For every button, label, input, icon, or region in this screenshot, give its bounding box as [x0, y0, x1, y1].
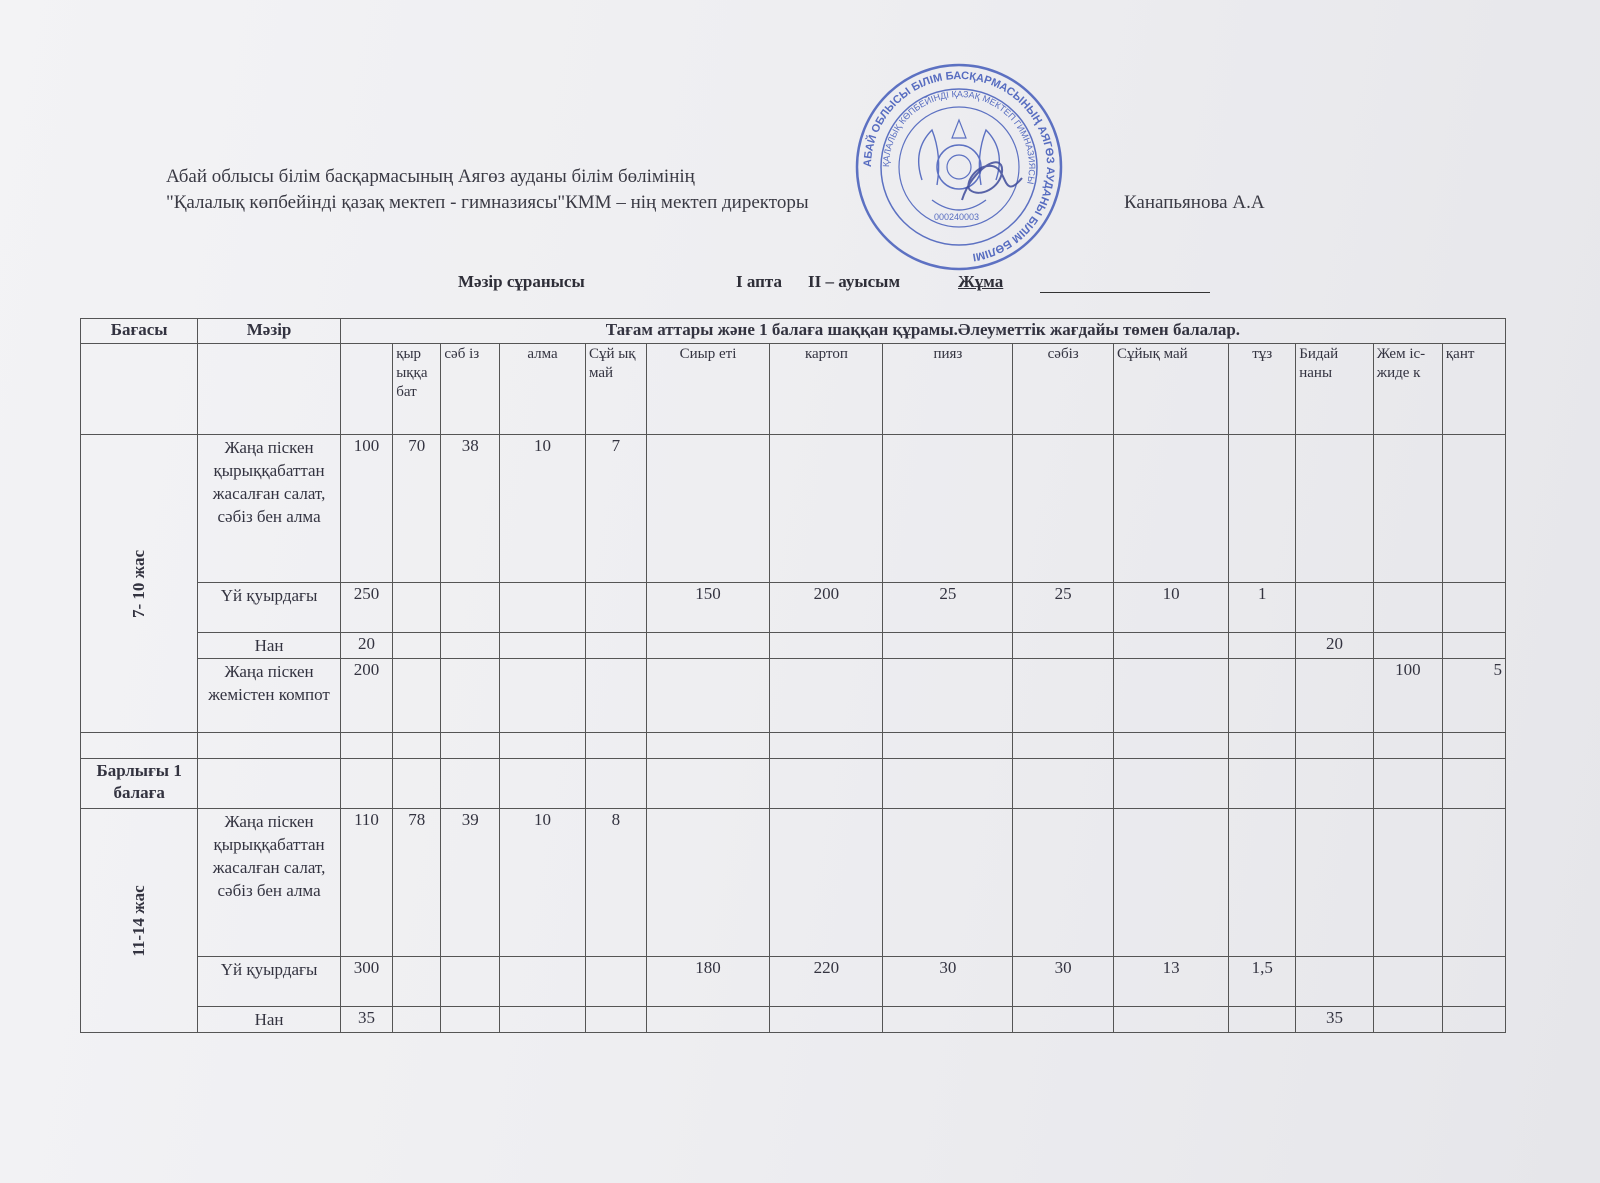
- dish-name: Жаңа піскен қырыққабаттан жасалған салат, сәбіз бен алма: [198, 435, 340, 583]
- dish-name: Үй қуырдағы: [198, 957, 340, 1007]
- table-cell: [441, 1007, 500, 1033]
- table-cell: 30: [883, 957, 1013, 1007]
- table-cell: [770, 435, 883, 583]
- table-cell: [500, 583, 586, 633]
- table-cell: [646, 435, 770, 583]
- table-cell: [883, 435, 1013, 583]
- table-cell: [1373, 633, 1442, 659]
- header-line-2: "Қалалық көпбейінді қазақ мектеп - гимназиясы"КММ – нің мектеп директоры: [166, 192, 809, 213]
- table-cell: [883, 659, 1013, 733]
- stamp-number: 000240003: [934, 212, 980, 222]
- table-cell: [585, 583, 646, 633]
- table-cell: [1229, 435, 1296, 583]
- table-cell: [646, 809, 770, 957]
- table-row: [81, 809, 1506, 957]
- table-cell: [1229, 633, 1296, 659]
- table-cell: 35: [340, 1007, 392, 1033]
- table-cell: [1442, 435, 1505, 583]
- table-cell: [1442, 1007, 1505, 1033]
- table-cell: [646, 659, 770, 733]
- table-cell: 1,5: [1229, 957, 1296, 1007]
- table-cell: 200: [340, 659, 392, 733]
- table-cell: [585, 1007, 646, 1033]
- table-cell: [1013, 435, 1114, 583]
- menu-request-title: Мәзір сұранысы: [458, 272, 585, 291]
- table-cell: [1442, 957, 1505, 1007]
- table-cell: [1442, 583, 1505, 633]
- table-cell: [441, 583, 500, 633]
- table-cell: [500, 957, 586, 1007]
- table-cell: [1113, 633, 1228, 659]
- table-cell: [770, 1007, 883, 1033]
- day-underline: [1040, 292, 1210, 293]
- table-cell: [770, 659, 883, 733]
- composition-header: Тағам аттары және 1 балаға шаққан құрамы.Әлеуметтік жағдайы төмен балалар.: [340, 319, 1505, 344]
- table-cell: [393, 583, 441, 633]
- menu-header: Мәзір: [198, 319, 340, 344]
- table-cell: [1296, 809, 1374, 957]
- total-label: Барлығы 1 балаға: [81, 759, 198, 809]
- table-cell: [393, 1007, 441, 1033]
- table-cell: 300: [340, 957, 392, 1007]
- ingredient-header: пияз: [883, 344, 1013, 435]
- table-cell: [441, 633, 500, 659]
- table-cell: 200: [770, 583, 883, 633]
- table-cell: 25: [883, 583, 1013, 633]
- table-cell: [1296, 435, 1374, 583]
- ingredient-header: Жем іс- жиде к: [1373, 344, 1442, 435]
- ingredient-header: сәбіз: [1013, 344, 1114, 435]
- total-row: [81, 759, 1506, 809]
- table-cell: [883, 809, 1013, 957]
- table-cell: 100: [1373, 659, 1442, 733]
- age-group-label: 7- 10 жас: [129, 549, 149, 618]
- header-line-1: Абай облысы білім басқармасының Аягөз ауданы білім бөлімінің: [166, 166, 695, 187]
- table-cell: [585, 957, 646, 1007]
- table-cell: 39: [441, 809, 500, 957]
- table-cell: [1373, 957, 1442, 1007]
- day-label: Жұма: [958, 272, 1004, 291]
- table-cell: 220: [770, 957, 883, 1007]
- table-cell: 8: [585, 809, 646, 957]
- ingredient-header: Сұйық май: [1113, 344, 1228, 435]
- dish-name: Жаңа піскен қырыққабаттан жасалған салат, сәбіз бен алма: [198, 809, 340, 957]
- table-cell: [393, 957, 441, 1007]
- dish-name: Нан: [198, 1007, 340, 1033]
- table-row: [81, 633, 1506, 659]
- table-cell: [883, 633, 1013, 659]
- table-cell: [500, 1007, 586, 1033]
- ingredient-header: қыр ыққа бат: [393, 344, 441, 435]
- table-cell: 110: [340, 809, 392, 957]
- ingredient-header: қант: [1442, 344, 1505, 435]
- table-cell: 10: [1113, 583, 1228, 633]
- ingredient-header-row: [81, 344, 1506, 435]
- menu-table: [80, 318, 1506, 1033]
- table-cell: 1: [1229, 583, 1296, 633]
- table-cell: [770, 809, 883, 957]
- ingredient-header: Сұй ық май: [585, 344, 646, 435]
- table-cell: 13: [1113, 957, 1228, 1007]
- table-cell: 25: [1013, 583, 1114, 633]
- table-cell: 180: [646, 957, 770, 1007]
- age-group-label: 11-14 жас: [129, 884, 149, 957]
- table-cell: [585, 659, 646, 733]
- table-cell: [1113, 809, 1228, 957]
- table-cell: 10: [500, 809, 586, 957]
- table-cell: 35: [1296, 1007, 1374, 1033]
- stamp-inner-text: ҚАЛАЛЫҚ КӨПБЕЙІНДІ ҚАЗАҚ МЕКТЕП ГИМНАЗИЯСЫ: [880, 88, 1038, 186]
- ingredient-header: Бидай наны: [1296, 344, 1374, 435]
- age-group-cell: [81, 809, 198, 1033]
- table-cell: [646, 633, 770, 659]
- table-cell: [1113, 659, 1228, 733]
- table-cell: [441, 957, 500, 1007]
- dish-name: Жаңа піскен жемістен компот: [198, 659, 340, 733]
- director-name: Канапьянова А.А: [1124, 192, 1265, 213]
- table-cell: 10: [500, 435, 586, 583]
- table-cell: [1013, 659, 1114, 733]
- table-cell: [585, 633, 646, 659]
- table-cell: [1013, 809, 1114, 957]
- table-row: [81, 435, 1506, 583]
- ingredient-header: Сиыр еті: [646, 344, 770, 435]
- table-cell: [1442, 809, 1505, 957]
- table-cell: 5: [1442, 659, 1505, 733]
- table-cell: 70: [393, 435, 441, 583]
- table-cell: [1229, 809, 1296, 957]
- table-cell: [1113, 435, 1228, 583]
- table-cell: [1013, 1007, 1114, 1033]
- table-cell: [393, 659, 441, 733]
- table-cell: [1229, 1007, 1296, 1033]
- table-cell: [1296, 659, 1374, 733]
- table-cell: 100: [340, 435, 392, 583]
- stamp-ring-text: АБАЙ ОБЛЫСЫ БІЛІМ БАСҚАРМАСЫНЫҢ АЯГӨЗ АУДАНЫ БІЛІМ БӨЛІМІ: [861, 69, 1057, 263]
- table-cell: [1373, 435, 1442, 583]
- table-row: [81, 957, 1506, 1007]
- stamp-seal-icon: [852, 60, 1066, 274]
- table-row: [81, 583, 1506, 633]
- table-cell: [1373, 583, 1442, 633]
- table-cell: [1373, 1007, 1442, 1033]
- table-cell: [883, 1007, 1013, 1033]
- table-cell: [1296, 583, 1374, 633]
- table-cell: [770, 633, 883, 659]
- ingredient-header: тұз: [1229, 344, 1296, 435]
- table-cell: 150: [646, 583, 770, 633]
- official-stamp: [852, 60, 1066, 274]
- empty-row: [81, 733, 1506, 759]
- table-cell: [646, 1007, 770, 1033]
- svg-text:ҚАЛАЛЫҚ КӨПБЕЙІНДІ ҚАЗАҚ МЕКТЕ: [881, 89, 1037, 185]
- dish-name: Нан: [198, 633, 340, 659]
- table-cell: [1013, 633, 1114, 659]
- table-cell: 78: [393, 809, 441, 957]
- table-row: [81, 1007, 1506, 1033]
- dish-name: Үй қуырдағы: [198, 583, 340, 633]
- shift-label: II – ауысым: [808, 272, 901, 291]
- table-cell: 30: [1013, 957, 1114, 1007]
- table-cell: [441, 659, 500, 733]
- ingredient-header: картоп: [770, 344, 883, 435]
- table-cell: [1442, 633, 1505, 659]
- age-group-cell: [81, 435, 198, 733]
- ingredient-header: сәб із: [441, 344, 500, 435]
- table-cell: 20: [1296, 633, 1374, 659]
- table-row: [81, 659, 1506, 733]
- table-cell: [1296, 957, 1374, 1007]
- table-cell: 20: [340, 633, 392, 659]
- table-cell: 38: [441, 435, 500, 583]
- ingredient-header: алма: [500, 344, 586, 435]
- table-cell: [1373, 809, 1442, 957]
- table-header-row: [81, 319, 1506, 344]
- table-cell: [1229, 659, 1296, 733]
- week-label: I апта: [736, 272, 782, 291]
- price-header: Бағасы: [81, 319, 198, 344]
- table-cell: 7: [585, 435, 646, 583]
- table-cell: [1113, 1007, 1228, 1033]
- table-cell: [500, 659, 586, 733]
- table-cell: [500, 633, 586, 659]
- table-cell: [393, 633, 441, 659]
- table-cell: 250: [340, 583, 392, 633]
